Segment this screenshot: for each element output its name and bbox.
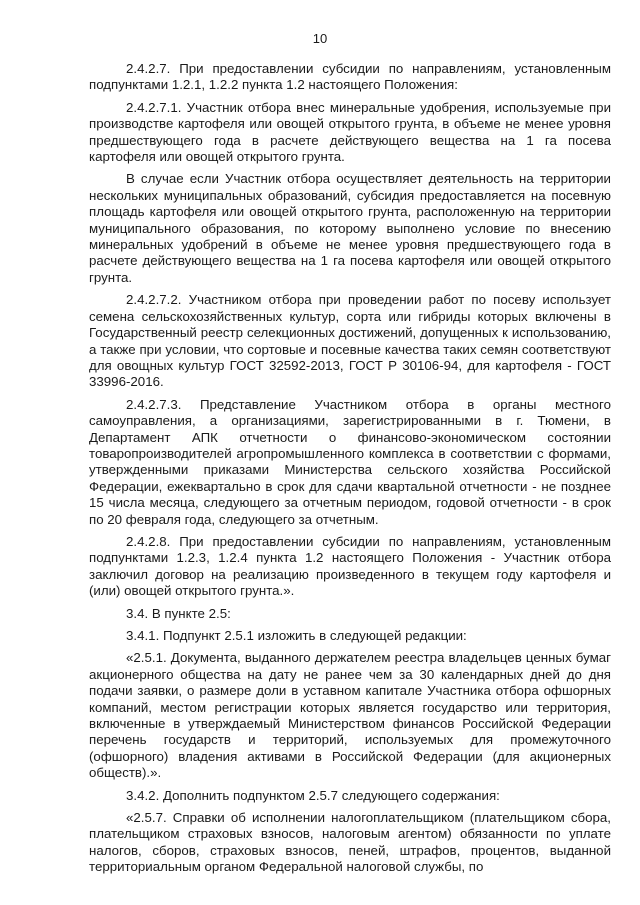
paragraph-3-4-1: 3.4.1. Подпункт 2.5.1 изложить в следующей редакции: <box>126 628 467 643</box>
paragraph-multiple-municipalities: В случае если Участник отбора осуществляет деятельность на территории нескольких муниципальных образований, субсидия предоставляется на посевную площадь картофеля или овощей открытого грунта, расположенную на территории муниципального образования, по которому выполнено условие по внесению минеральных удобрений в объеме не менее уровня предшествующего года в расчете действующего вещества на 1 га посева картофеля или овощей открытого грунта. <box>89 171 611 285</box>
paragraph-2-4-2-7-1: 2.4.2.7.1. Участник отбора внес минеральные удобрения, используемые при производстве картофеля или овощей открытого грунта, в объеме не менее уровня предшествующего года в расчете действующего вещества на 1 га посева картофеля или овощей открытого грунта. <box>89 99 611 165</box>
paragraph-3-4-2: 3.4.2. Дополнить подпунктом 2.5.7 следующего содержания: <box>126 787 500 803</box>
document-body <box>89 61 611 882</box>
paragraph-2-4-2-7-2: 2.4.2.7.2. Участником отбора при проведении работ по посеву использует семена сельскохозяйственных культур, сорта или гибриды которых включены в Государственный реестр селекционных достижений, допущенных к использованию, а также при условии, что сортовые и посевные качества таких семян соответствуют для овощных культур ГОСТ 32592-2013, ГОСТ Р 30106-94, для картофеля - ГОСТ 33996-2016. <box>89 292 611 390</box>
paragraph-2-5-7: «2.5.7. Справки об исполнении налогоплательщиком (плательщиком сбора, плательщиком страховых взносов, налоговым агентом) обязанности по уплате налогов, сборов, страховых взносов, пеней, штрафов, процентов, выданной территориальным органом Федеральной налоговой службы, по <box>89 810 611 875</box>
paragraph-2-4-2-8: 2.4.2.8. При предоставлении субсидии по направлениям, установленным подпунктами 1.2.3, 1.2.4 пункта 1.2 настоящего Положения - Участник отбора заключил договор на реализацию произведенного в текущем году картофеля и (или) овощей открытого грунта.». <box>89 533 611 599</box>
paragraph-2-4-2-7-3: 2.4.2.7.3. Представление Участником отбора в органы местного самоуправления, а организациями, зарегистрированными в г. Тюмени, в Департамент АПК отчетности о финансово-экономическом состоянии товаропроизводителей агропромышленного комплекса в соответствии с формами, утвержденными приказами Министерства сельского хозяйства Российской Федерации, ежеквартально в срок для сдачи квартальной отчетности - не позднее 15 числа месяца, следующего за отчетным периодом, годовой отчетности - в срок по 20 февраля года, следующего за отчетным. <box>89 396 611 527</box>
page-number: 10 <box>312 31 328 46</box>
paragraph-2-4-2-7: 2.4.2.7. При предоставлении субсидии по направлениям, установленным подпунктами 1.2.1, 1.2.2 пункта 1.2 настоящего Положения: <box>89 61 611 93</box>
paragraph-2-5-1: «2.5.1. Документа, выданного держателем реестра владельцев ценных бумаг акционерного общества на дату не ранее чем за 30 календарных дней до дня подачи заявки, о размере доли в уставном капитале Участника отбора офшорных компаний, местом регистрации которых является государство или территория, включенные в утверждаемый Министерством финансов Российской Федерации перечень государств и территорий, используемых для промежуточного (офшорного) владения активами в Российской Федерации (для акционерных обществ).». <box>89 650 611 781</box>
paragraph-3-4: 3.4. В пункте 2.5: <box>126 605 231 621</box>
